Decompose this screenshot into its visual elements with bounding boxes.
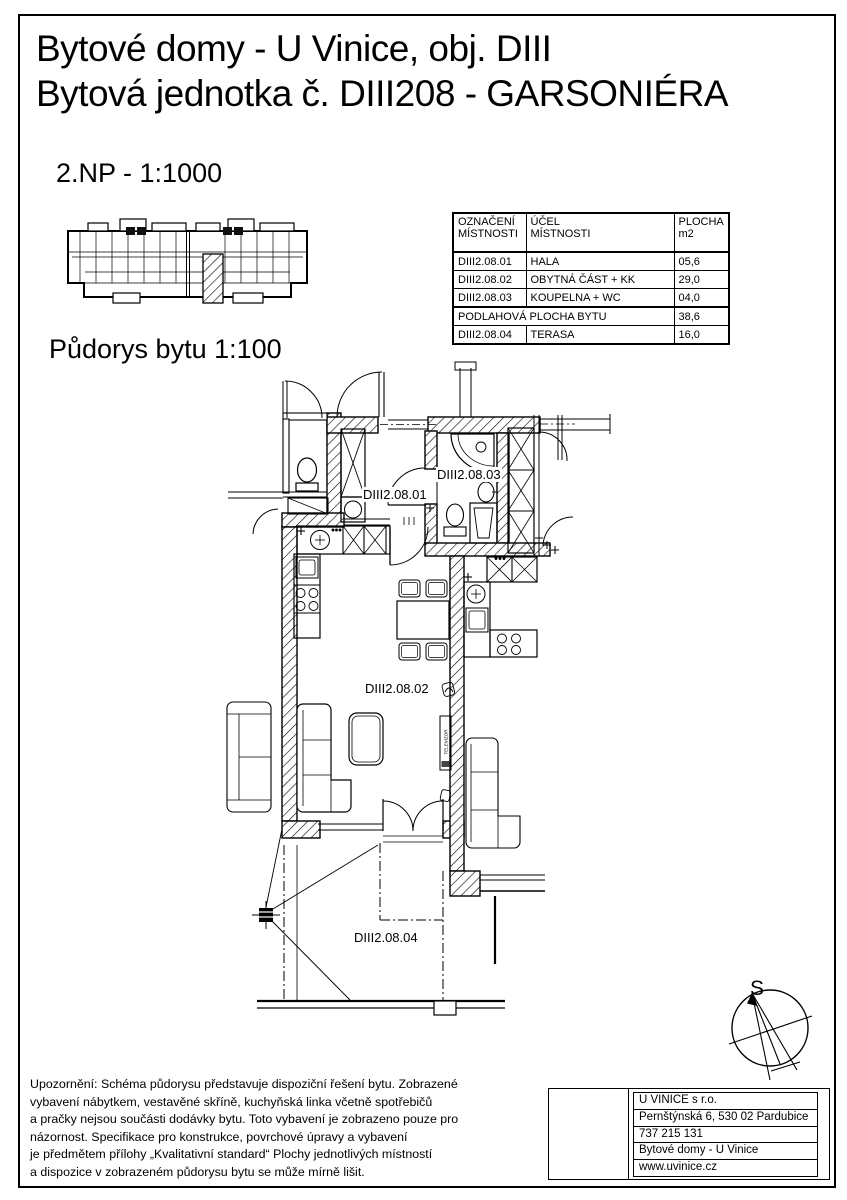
dining-set: [397, 580, 449, 660]
header-plocha: PLOCHA m2: [674, 213, 729, 252]
neighbor-wc-room: [283, 413, 328, 514]
unit-location-highlight: [203, 254, 223, 303]
toilet-bowl: [298, 458, 317, 482]
room-label-obytna-cast: DIII2.08.02: [365, 681, 429, 696]
building-overview-plan: [68, 219, 307, 303]
sheet-title-line1: Bytové domy - U Vinice, obj. DIII: [36, 28, 552, 69]
table-terrace-row: DIII2.08.04 TERASA 16,0: [453, 326, 729, 345]
toilet-tank: [296, 483, 318, 491]
hall-living-door: [390, 527, 428, 565]
room-label-terasa: DIII2.08.04: [354, 930, 418, 945]
door-arc: [253, 509, 278, 534]
header-ucel: ÚČEL MÍSTNOSTI: [526, 213, 674, 252]
table-row: DIII2.08.01 HALA 05,6: [453, 252, 729, 271]
title-block-divider: [628, 1088, 629, 1180]
company-address: Pernštýnská 6, 530 02 Pardubice: [634, 1110, 817, 1127]
room-area-table: [452, 212, 730, 345]
room-label-koupelna: DIII2.08.03: [437, 467, 501, 482]
sofa-unit: [297, 704, 351, 812]
stove: [490, 630, 537, 657]
sofa-left-neighbor: [227, 702, 271, 812]
table-row: DIII2.08.03 KOUPELNA + WC 04,0: [453, 289, 729, 308]
project-name: Bytové domy - U Vinice: [634, 1143, 817, 1160]
chair: [399, 643, 420, 660]
terrace-diagonals: [265, 829, 378, 1000]
bathroom-sink: [478, 482, 494, 502]
toilet-bowl: [447, 504, 464, 526]
hall-wardrobe: [341, 429, 365, 522]
sofa-right-neighbor: [466, 738, 520, 848]
table-header-row: [453, 213, 729, 252]
bathroom: [437, 433, 497, 543]
disclaimer-note: Upozornění: Schéma půdorysu představuje dispoziční řešení bytu. Zobrazené vybavení nábytkem, vestavěné skříně, kuchyňská linka včetně spotřebičů a pračky nejsou součásti dodávky bytu. Toto vybavení je zobrazeno pouze pro názornost. Specifikace pro konstrukce, povrchové úpravy a vybavení je předmětem přílohy „Kvalitativní standard“ Plochy jednotlivých místností a dispozice v zobrazeném půdorysu bytu se může mírně lišit.: [30, 1077, 459, 1179]
chair: [399, 580, 420, 597]
right-lower-lines: [480, 875, 545, 964]
company-website: www.uvinice.cz: [639, 1161, 717, 1174]
overview-scale-label: 2.NP - 1:1000: [56, 158, 223, 188]
tv-label: TELEVIZOR: [443, 729, 449, 755]
door-arc: [413, 801, 443, 831]
room-label-hala: DIII2.08.01: [363, 487, 427, 502]
company-name: U VINICE s r.o.: [634, 1093, 817, 1110]
coffee-table: [349, 713, 383, 765]
toilet-tank: [444, 527, 466, 536]
compass-north-label: S: [750, 977, 765, 1000]
neighbor-closets: [508, 415, 539, 556]
kitchen-right: [464, 557, 537, 657]
company-phone: 737 215 131: [634, 1127, 817, 1144]
chair: [426, 580, 447, 597]
door-arc: [337, 372, 382, 417]
kitchen-left: [294, 526, 390, 638]
terrace: [252, 829, 505, 1015]
door-arc: [390, 527, 428, 565]
header-oznaceni: OZNAČENÍ MÍSTNOSTI: [453, 213, 526, 252]
plan-scale-label: Půdorys bytu 1:100: [49, 334, 282, 364]
dining-table: [397, 601, 449, 639]
table-total-row: PODLAHOVÁ PLOCHA BYTU 38,6: [453, 307, 729, 326]
title-block-company-box: [633, 1092, 818, 1177]
sheet-title-line2: Bytová jednotka č. DIII208 - GARSONIÉRA: [36, 73, 729, 114]
chair: [426, 643, 447, 660]
wall-decor-icon: [440, 789, 451, 802]
table-row: DIII2.08.02 OBYTNÁ ČÁST + KK 29,0: [453, 271, 729, 289]
door-arc: [540, 432, 567, 461]
door-arc: [383, 801, 413, 831]
right-side-doors: [535, 414, 610, 554]
north-compass: [729, 990, 812, 1080]
